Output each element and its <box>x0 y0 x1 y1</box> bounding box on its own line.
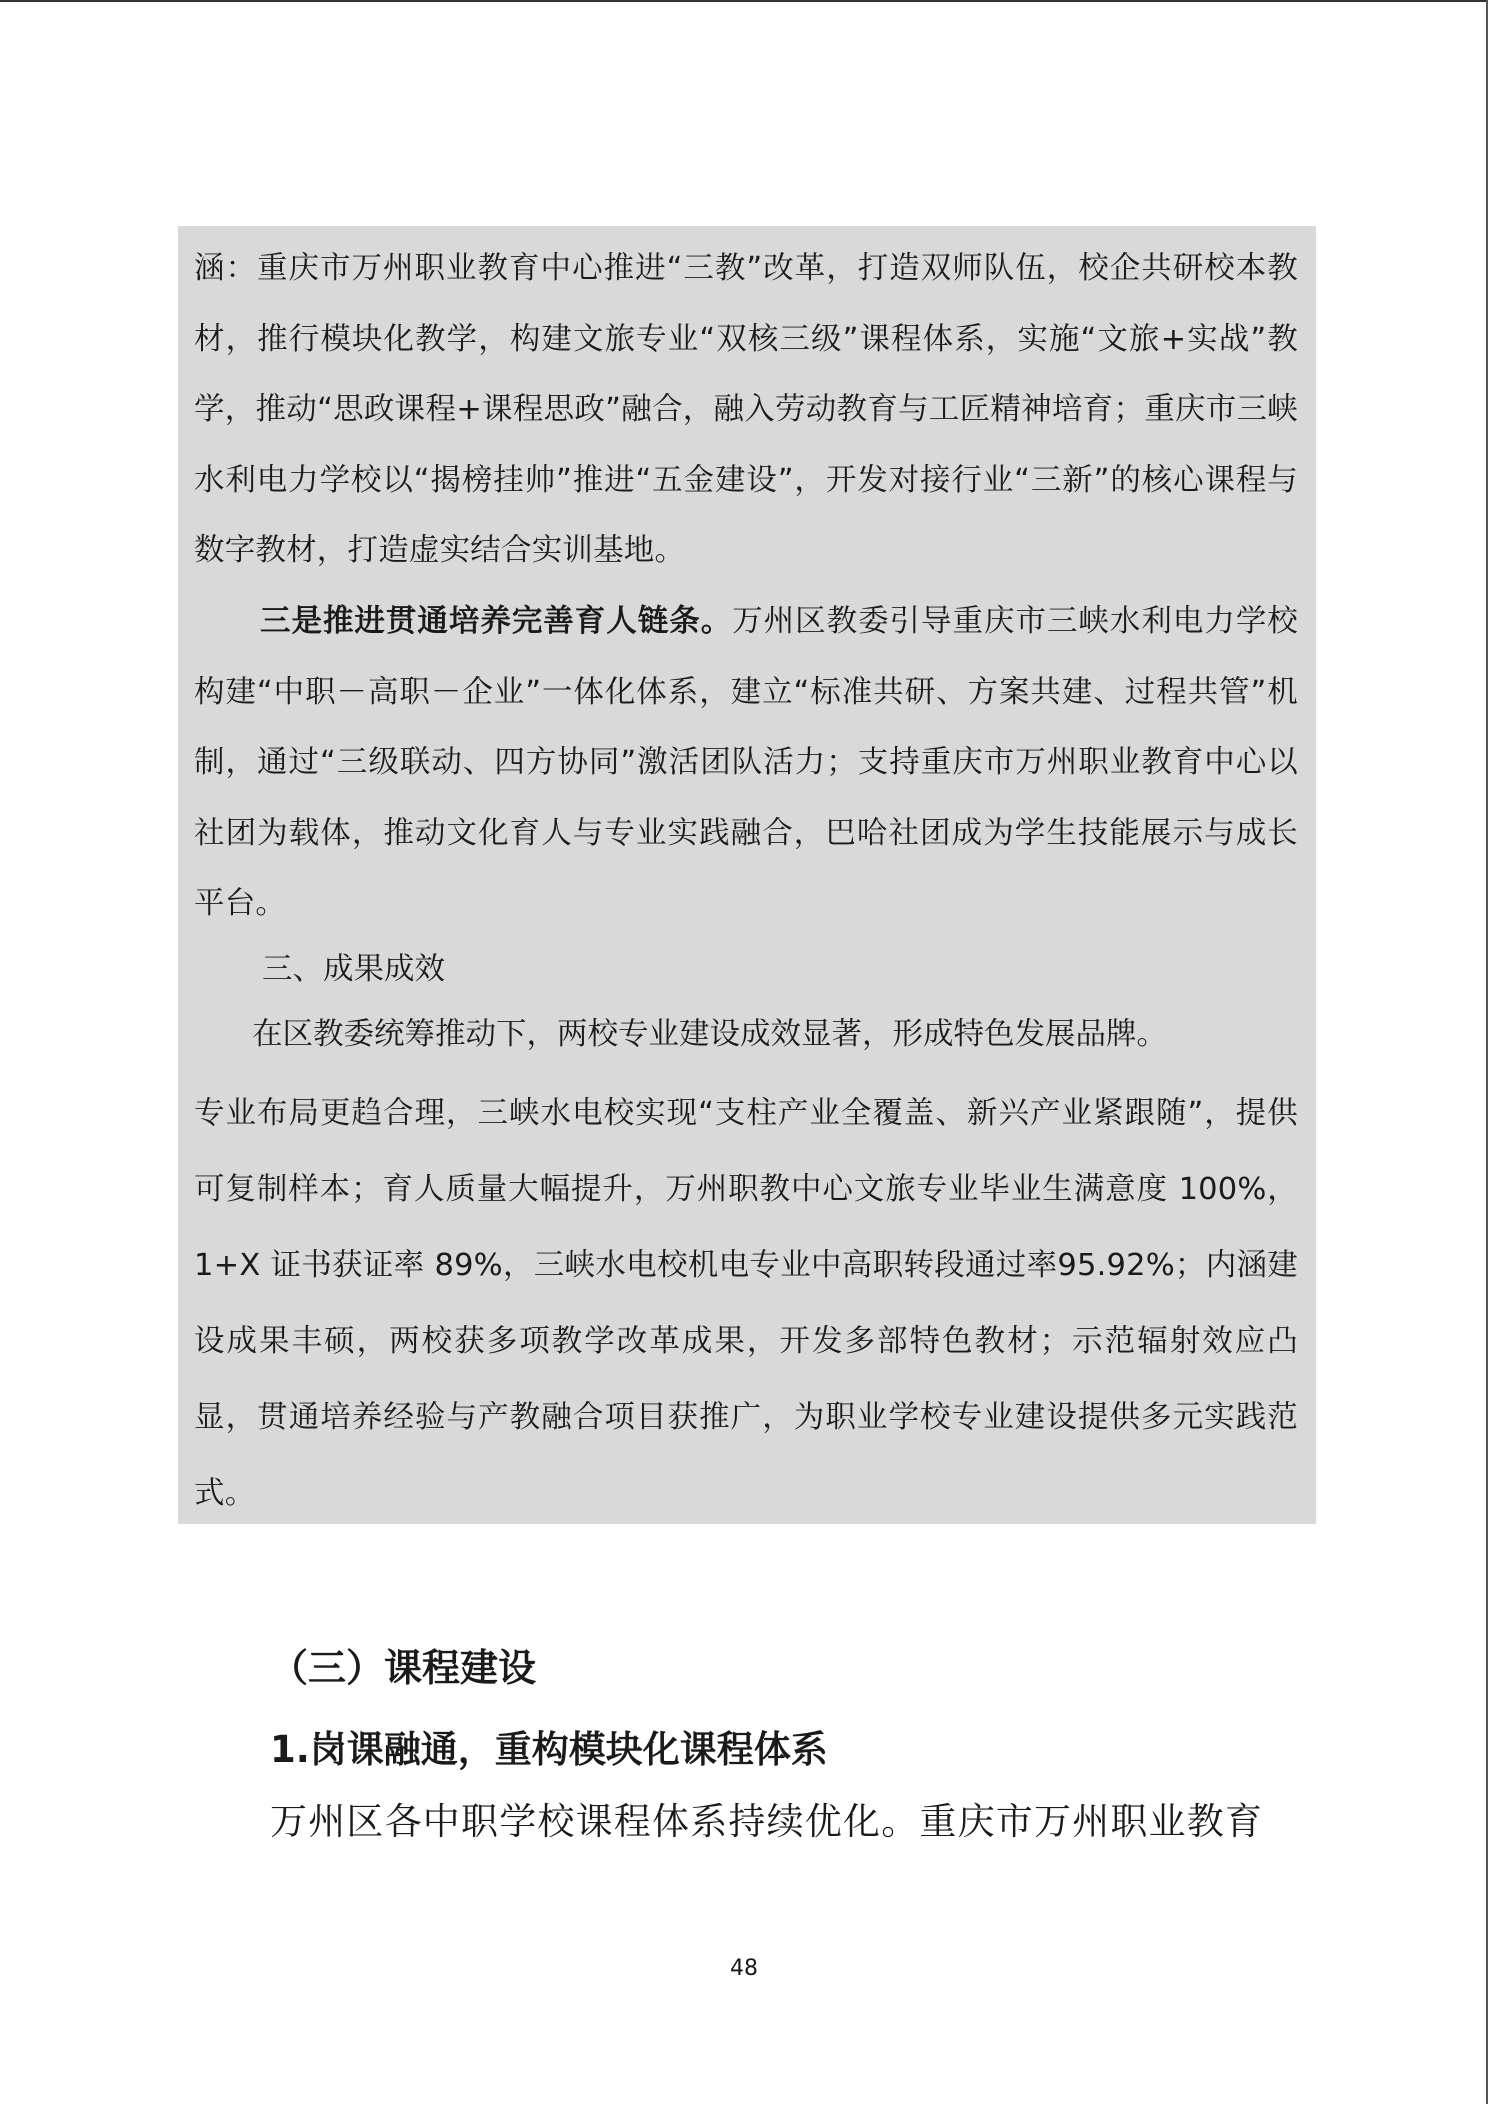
paragraph-two-body: 万州区教委引导重庆市三峡水利电力学校构建“中职－高职－企业”一体化体系，建立“标准共研、方案共建、过程共管”机制，通过“三级联动、四方协同”激活团队活力；支持重庆市万州职业教育中心以社团为载体，推动文化育人与专业实践融合，巴哈社团成为学生技能展示与成长平台。 <box>194 604 1298 921</box>
page-number: 48 <box>730 1956 758 1981</box>
page-top-border <box>0 0 1488 2</box>
paragraph-three-body: 专业布局更趋合理，三峡水电校实现“支柱产业全覆盖、新兴产业紧跟随”，提供可复制样本；育人质量大幅提升，万州职教中心文旅专业毕业生满意度 100%，1+X 证书获证率 89%，三峡水电校机电专业中高职转段通过率95.92%；内涵建设成果丰硕，两校获多项教学改革成果，开发多部特色教材；示范辐射效应凸显，贯通培养经验与产教融合项目获推广，为职业学校专业建设提供多元实践范式。 <box>194 1096 1298 1511</box>
section-title: （三）课程建设 <box>270 1646 537 1690</box>
paragraph-two <box>194 587 1298 940</box>
subsection-title: 1.岗课融通，重构模块化课程体系 <box>270 1728 828 1771</box>
paragraph-three-first-line: 在区教委统筹推动下，两校专业建设成效显著，形成特色发展品牌。 <box>252 1017 1167 1052</box>
results-heading: 三、成果成效 <box>262 952 445 987</box>
paragraph-two-lead: 三是推进贯通培养完善育人链条。 <box>260 604 733 639</box>
body-text: 万州区各中职学校课程体系持续优化。重庆市万州职业教育 <box>270 1800 1264 1843</box>
paragraph-one: 涵：重庆市万州职业教育中心推进“三教”改革，打造双师队伍，校企共研校本教材，推行模块化教学，构建文旅专业“双核三级”课程体系，实施“文旅+实战”教学，推动“思政课程+课程思政”融合，融入劳动教育与工匠精神培育；重庆市三峡水利电力学校以“揭榜挂帅”推进“五金建设”，开发对接行业“三新”的核心课程与数字教材，打造虚实结合实训基地。 <box>194 251 1298 568</box>
